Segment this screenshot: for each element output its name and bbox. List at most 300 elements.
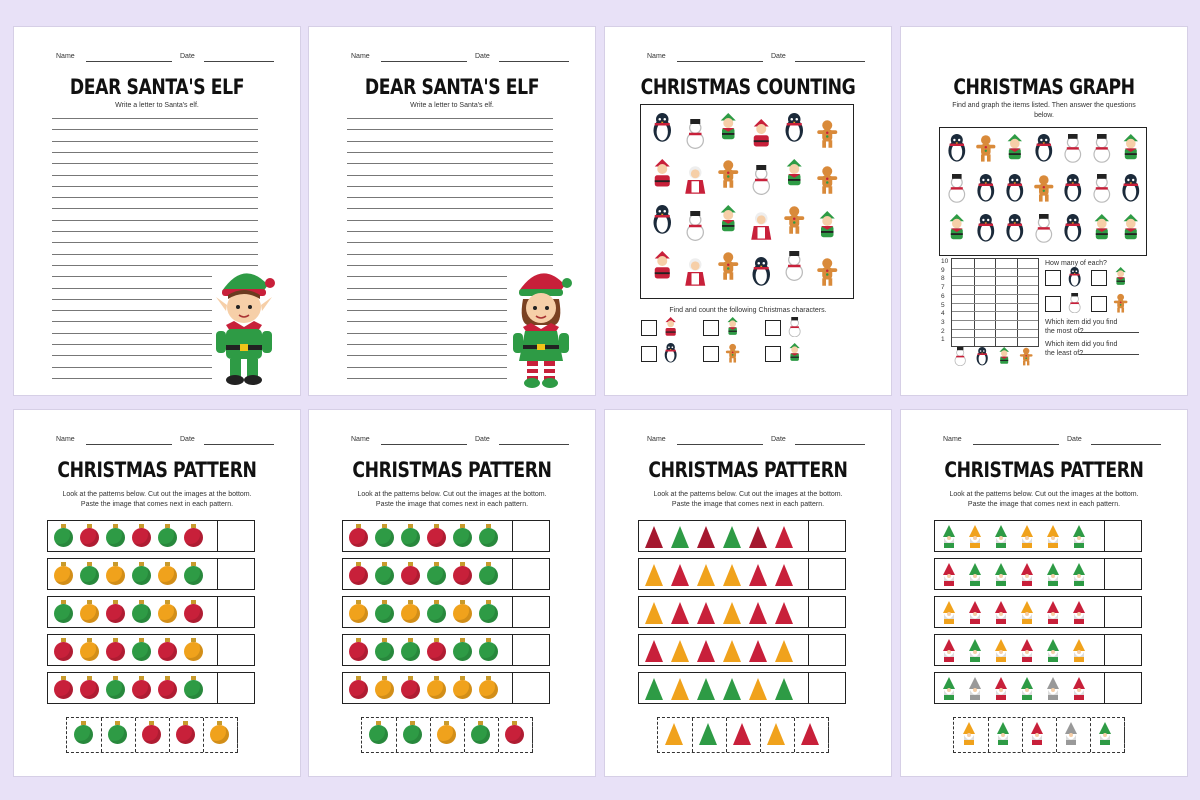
ornament-cap xyxy=(382,600,387,604)
date-line xyxy=(204,444,274,445)
date-line xyxy=(1091,444,1161,445)
ornament-cap xyxy=(434,600,439,604)
ornament-icon xyxy=(479,642,498,661)
writing-line xyxy=(347,254,553,255)
ornament-icon xyxy=(427,566,446,585)
date-line xyxy=(795,61,865,62)
writing-line xyxy=(52,276,212,277)
count-answer-box xyxy=(641,346,657,362)
christmas-tree-icon xyxy=(671,678,689,700)
elf-icon xyxy=(997,347,1011,366)
name-label: Name xyxy=(647,53,666,60)
page-title: CHRISTMAS PATTERN xyxy=(648,458,848,482)
christmas-tree-icon xyxy=(645,602,663,624)
ornament-icon xyxy=(427,528,446,547)
ginger-icon xyxy=(816,165,839,195)
christmas-tree-icon xyxy=(697,640,715,662)
page-subtitle: Find and graph the items listed. Then answer the questions below. xyxy=(952,102,1136,119)
ornament-cap xyxy=(139,676,144,680)
penguin-icon xyxy=(975,347,989,366)
writing-line xyxy=(52,231,258,232)
writing-line xyxy=(52,152,258,153)
christmas-tree-icon xyxy=(671,602,689,624)
christmas-tree-icon xyxy=(645,678,663,700)
penguin-icon xyxy=(1062,214,1084,243)
gnome-icon xyxy=(941,677,957,701)
christmas-tree-icon xyxy=(749,564,767,586)
writing-line xyxy=(52,129,258,130)
page-subtitle: Write a letter to Santa's elf. xyxy=(115,102,199,109)
graph-row-line xyxy=(952,276,1038,277)
pattern-answer-slot xyxy=(512,559,549,589)
ornament-icon xyxy=(427,642,446,661)
page-title: CHRISTMAS COUNTING xyxy=(640,75,856,99)
gnome-icon xyxy=(967,601,983,625)
snowman-icon xyxy=(953,347,967,366)
christmas-tree-icon xyxy=(775,526,793,548)
name-label: Name xyxy=(56,53,75,60)
elf-icon xyxy=(1120,214,1142,243)
snowman-icon xyxy=(750,165,773,195)
count-answer-box xyxy=(703,320,719,336)
gnome-icon xyxy=(967,563,983,587)
ginger-icon xyxy=(975,134,997,163)
elf-icon xyxy=(946,214,968,243)
ornament-icon xyxy=(184,528,203,547)
graph-answer-box xyxy=(1045,296,1061,312)
pattern-answer-slot xyxy=(808,521,845,551)
writing-line xyxy=(347,208,553,209)
snowman-icon xyxy=(1033,214,1055,243)
page-subtitle: Look at the patterns below. Cut out the images at the bottom. Paste the image that comes next in each pattern. xyxy=(62,491,252,508)
christmas-tree-icon xyxy=(801,723,819,745)
ornament-cap xyxy=(408,600,413,604)
pattern-row xyxy=(934,596,1142,628)
writing-line xyxy=(347,321,507,322)
ornament-cap xyxy=(61,676,66,680)
graph-row-line xyxy=(952,329,1038,330)
writing-line xyxy=(52,288,212,289)
snowman-icon xyxy=(1062,134,1084,163)
writing-line xyxy=(347,288,507,289)
pattern-answer-slot xyxy=(512,597,549,627)
ornament-icon xyxy=(453,642,472,661)
ornament-cap xyxy=(113,638,118,642)
ornament-cap xyxy=(61,524,66,528)
ornament-icon xyxy=(375,604,394,623)
christmas-tree-icon xyxy=(775,564,793,586)
gnome-icon xyxy=(1071,639,1087,663)
graph-answer-box xyxy=(1045,270,1061,286)
writing-line xyxy=(347,186,553,187)
writing-line xyxy=(52,254,258,255)
pattern-row xyxy=(934,672,1142,704)
penguin-icon xyxy=(663,343,678,363)
writing-line xyxy=(52,242,258,243)
ornament-cap xyxy=(113,600,118,604)
ornament-icon xyxy=(54,642,73,661)
elf-icon xyxy=(717,113,740,143)
axis-tick-label: 6 xyxy=(941,292,945,300)
question-how-many: How many of each? xyxy=(1045,260,1107,267)
penguin-icon xyxy=(1062,174,1084,203)
writing-line xyxy=(52,118,258,119)
christmas-tree-icon xyxy=(723,526,741,548)
christmas-tree-icon xyxy=(697,602,715,624)
penguin-icon xyxy=(1033,134,1055,163)
ornament-icon xyxy=(401,680,420,699)
writing-line xyxy=(52,344,212,345)
christmas-tree-icon xyxy=(775,678,793,700)
ornament-icon xyxy=(401,604,420,623)
count-answer-box xyxy=(765,320,781,336)
axis-tick-label: 4 xyxy=(941,310,945,318)
writing-line xyxy=(52,141,258,142)
ornament-cap xyxy=(87,638,92,642)
christmas-tree-icon xyxy=(723,640,741,662)
christmas-tree-icon xyxy=(697,526,715,548)
snowman-icon xyxy=(1091,134,1113,163)
ornament-icon xyxy=(106,566,125,585)
ornament-cap xyxy=(486,600,491,604)
ornament-cap xyxy=(460,676,465,680)
ornament-icon xyxy=(106,604,125,623)
pattern-row xyxy=(638,558,846,590)
writing-line xyxy=(52,197,258,198)
graph-row-line xyxy=(952,311,1038,312)
pattern-row xyxy=(934,520,1142,552)
ornament-icon xyxy=(349,680,368,699)
ornament-cap xyxy=(486,562,491,566)
cut-out-strip xyxy=(361,717,533,753)
ornament-icon xyxy=(453,680,472,699)
pattern-answer-slot xyxy=(512,635,549,665)
gnome-icon xyxy=(967,677,983,701)
pattern-answer-slot xyxy=(512,521,549,551)
penguin-icon xyxy=(783,113,806,143)
penguin-icon xyxy=(975,214,997,243)
santa-icon xyxy=(651,159,674,189)
pattern-answer-slot xyxy=(1104,521,1141,551)
gnome-icon xyxy=(1019,639,1035,663)
page-title: DEAR SANTA'S ELF xyxy=(364,75,540,99)
writing-line xyxy=(347,118,553,119)
ornament-cap xyxy=(408,562,413,566)
ornament-icon xyxy=(375,566,394,585)
christmas-tree-icon xyxy=(671,640,689,662)
page-title: CHRISTMAS PATTERN xyxy=(352,458,552,482)
ornament-icon xyxy=(427,604,446,623)
page-title: CHRISTMAS GRAPH xyxy=(953,75,1135,99)
ornament-icon xyxy=(106,642,125,661)
ornament-cap xyxy=(87,524,92,528)
ornament-icon xyxy=(80,680,99,699)
name-line xyxy=(86,61,172,62)
writing-line xyxy=(347,310,507,311)
page-title: CHRISTMAS PATTERN xyxy=(57,458,257,482)
christmas-tree-icon xyxy=(645,640,663,662)
name-label: Name xyxy=(943,436,962,443)
ornament-icon xyxy=(401,566,420,585)
ornament-cap xyxy=(356,676,361,680)
ornament-cap xyxy=(486,524,491,528)
graph-row-line xyxy=(952,320,1038,321)
writing-line xyxy=(52,220,258,221)
date-label: Date xyxy=(180,53,195,60)
question-least: Which item did you find the least of? xyxy=(1045,341,1118,357)
mrs-icon xyxy=(684,257,707,287)
date-label: Date xyxy=(771,436,786,443)
ginger-icon xyxy=(783,205,806,235)
pattern-row xyxy=(342,672,550,704)
ornament-cap xyxy=(61,562,66,566)
ornament-icon xyxy=(479,680,498,699)
snowman-icon xyxy=(684,119,707,149)
ornament-icon xyxy=(479,528,498,547)
pattern-answer-slot xyxy=(217,635,254,665)
name-label: Name xyxy=(351,53,370,60)
worksheet-christmas-pattern-ornaments-1 xyxy=(14,410,300,776)
writing-line xyxy=(52,208,258,209)
ornament-cap xyxy=(113,524,118,528)
writing-line xyxy=(52,163,258,164)
ornament-icon xyxy=(158,680,177,699)
writing-line xyxy=(52,378,212,379)
count-answer-box xyxy=(765,346,781,362)
pattern-row xyxy=(638,672,846,704)
pattern-row xyxy=(47,634,255,666)
gnome-icon xyxy=(1071,563,1087,587)
gnome-icon xyxy=(993,639,1009,663)
ornament-cap xyxy=(191,676,196,680)
page-title: CHRISTMAS PATTERN xyxy=(944,458,1144,482)
penguin-icon xyxy=(750,257,773,287)
ornament-icon xyxy=(505,725,524,744)
ornament-cap xyxy=(61,600,66,604)
ornament-icon xyxy=(349,604,368,623)
elf-icon xyxy=(787,343,802,363)
ornament-cap xyxy=(434,524,439,528)
gnome-icon xyxy=(1071,601,1087,625)
christmas-tree-icon xyxy=(645,526,663,548)
ginger-icon xyxy=(717,159,740,189)
pattern-row xyxy=(342,596,550,628)
writing-line xyxy=(347,333,507,334)
ornament-cap xyxy=(434,638,439,642)
elf-icon xyxy=(1113,267,1128,287)
page-title: DEAR SANTA'S ELF xyxy=(69,75,245,99)
writing-line xyxy=(347,163,553,164)
date-label: Date xyxy=(475,53,490,60)
pattern-row xyxy=(638,634,846,666)
ornament-icon xyxy=(106,528,125,547)
ornament-icon xyxy=(158,642,177,661)
ginger-icon xyxy=(816,257,839,287)
ornament-cap xyxy=(486,676,491,680)
snowman-icon xyxy=(684,211,707,241)
name-line xyxy=(86,444,172,445)
snowman-icon xyxy=(1091,174,1113,203)
writing-line xyxy=(347,355,507,356)
ginger-icon xyxy=(816,119,839,149)
page-subtitle: Look at the patterns below. Cut out the images at the bottom. Paste the image that comes next in each pattern. xyxy=(653,491,843,508)
snowman-icon xyxy=(783,251,806,281)
axis-tick-label: 8 xyxy=(941,275,945,283)
graph-row-line xyxy=(952,294,1038,295)
ornament-icon xyxy=(158,566,177,585)
page-subtitle: Look at the patterns below. Cut out the images at the bottom. Paste the image that comes next in each pattern. xyxy=(949,491,1139,508)
ornament-icon xyxy=(184,680,203,699)
ornament-icon xyxy=(453,566,472,585)
ornament-cap xyxy=(191,638,196,642)
gnome-icon xyxy=(1045,639,1061,663)
ornament-cap xyxy=(408,676,413,680)
ginger-icon xyxy=(717,251,740,281)
christmas-tree-icon xyxy=(749,640,767,662)
pattern-answer-slot xyxy=(808,559,845,589)
ornament-cap xyxy=(113,676,118,680)
ornament-icon xyxy=(54,604,73,623)
ginger-icon xyxy=(1113,293,1128,313)
ornament-icon xyxy=(54,680,73,699)
axis-tick-label: 2 xyxy=(941,327,945,335)
pattern-row xyxy=(47,558,255,590)
date-line xyxy=(499,61,569,62)
bar-graph-table xyxy=(951,258,1039,347)
gnome-icon xyxy=(993,601,1009,625)
christmas-tree-icon xyxy=(749,678,767,700)
gnome-icon xyxy=(1097,722,1113,746)
ornament-cap xyxy=(408,524,413,528)
question-most: Which item did you find the most of? xyxy=(1045,319,1118,335)
graph-row-line xyxy=(952,268,1038,269)
elf-icon xyxy=(783,159,806,189)
writing-line xyxy=(52,310,212,311)
date-line xyxy=(499,444,569,445)
graph-picture-grid xyxy=(939,127,1147,256)
ornament-cap xyxy=(512,721,517,725)
ornament-icon xyxy=(132,528,151,547)
worksheet-christmas-counting xyxy=(605,27,891,395)
ornament-cap xyxy=(356,562,361,566)
ornament-icon xyxy=(54,528,73,547)
ornament-cap xyxy=(139,524,144,528)
pattern-answer-slot xyxy=(808,597,845,627)
ornament-cap xyxy=(408,638,413,642)
ornament-cap xyxy=(113,562,118,566)
christmas-tree-icon xyxy=(697,564,715,586)
ornament-icon xyxy=(453,604,472,623)
elf-icon xyxy=(1004,134,1026,163)
writing-line xyxy=(347,152,553,153)
name-line xyxy=(677,61,763,62)
count-answer-box xyxy=(703,346,719,362)
axis-tick-label: 3 xyxy=(941,318,945,326)
name-line xyxy=(973,444,1059,445)
christmas-tree-icon xyxy=(775,602,793,624)
ornament-cap xyxy=(61,638,66,642)
ornament-cap xyxy=(165,600,170,604)
christmas-tree-icon xyxy=(645,564,663,586)
worksheet-christmas-pattern-trees xyxy=(605,410,891,776)
name-line xyxy=(677,444,763,445)
pattern-row xyxy=(342,558,550,590)
graph-answer-box xyxy=(1091,270,1107,286)
ornament-icon xyxy=(401,528,420,547)
penguin-icon xyxy=(651,113,674,143)
ornament-icon xyxy=(349,642,368,661)
date-label: Date xyxy=(180,436,195,443)
ornament-icon xyxy=(375,642,394,661)
gnome-icon xyxy=(941,525,957,549)
elf-icon xyxy=(1120,134,1142,163)
elf-icon xyxy=(725,317,740,337)
graph-answer-box xyxy=(1091,296,1107,312)
gnome-icon xyxy=(993,677,1009,701)
pattern-row xyxy=(342,634,550,666)
christmas-tree-icon xyxy=(723,602,741,624)
writing-line xyxy=(347,175,553,176)
ornament-icon xyxy=(349,566,368,585)
axis-tick-label: 10 xyxy=(941,258,949,265)
pattern-answer-slot xyxy=(1104,635,1141,665)
ornament-cap xyxy=(139,600,144,604)
gnome-icon xyxy=(1071,677,1087,701)
axis-tick-label: 7 xyxy=(941,284,945,292)
writing-line xyxy=(52,299,212,300)
axis-tick-label: 1 xyxy=(941,336,945,344)
gnome-icon xyxy=(1019,601,1035,625)
snowman-icon xyxy=(787,317,802,337)
cut-out-strip xyxy=(953,717,1125,753)
pattern-answer-slot xyxy=(1104,559,1141,589)
elf-icon xyxy=(1091,214,1113,243)
counting-picture-grid xyxy=(640,104,854,299)
worksheet-dear-santas-elf-boy xyxy=(14,27,300,395)
worksheet-dear-santas-elf-girl xyxy=(309,27,595,395)
ornament-icon xyxy=(80,528,99,547)
pattern-answer-slot xyxy=(1104,597,1141,627)
writing-line xyxy=(347,276,507,277)
pattern-row xyxy=(47,596,255,628)
gnome-icon xyxy=(941,563,957,587)
writing-line xyxy=(347,378,507,379)
ornament-icon xyxy=(375,528,394,547)
pattern-answer-slot xyxy=(1104,673,1141,703)
penguin-icon xyxy=(651,205,674,235)
ornament-icon xyxy=(184,642,203,661)
gnome-icon xyxy=(1019,563,1035,587)
elf-icon xyxy=(717,205,740,235)
pattern-row xyxy=(342,520,550,552)
mrs-icon xyxy=(750,211,773,241)
penguin-icon xyxy=(1120,174,1142,203)
ornament-cap xyxy=(460,638,465,642)
pattern-answer-slot xyxy=(512,673,549,703)
christmas-tree-icon xyxy=(723,564,741,586)
ornament-icon xyxy=(106,680,125,699)
ornament-cap xyxy=(87,676,92,680)
date-line xyxy=(795,444,865,445)
ornament-cap xyxy=(165,638,170,642)
ornament-cap xyxy=(356,600,361,604)
ginger-icon xyxy=(1019,347,1033,366)
writing-line xyxy=(52,175,258,176)
ginger-icon xyxy=(725,343,740,363)
pattern-answer-slot xyxy=(217,597,254,627)
ornament-cap xyxy=(87,562,92,566)
gnome-icon xyxy=(941,601,957,625)
